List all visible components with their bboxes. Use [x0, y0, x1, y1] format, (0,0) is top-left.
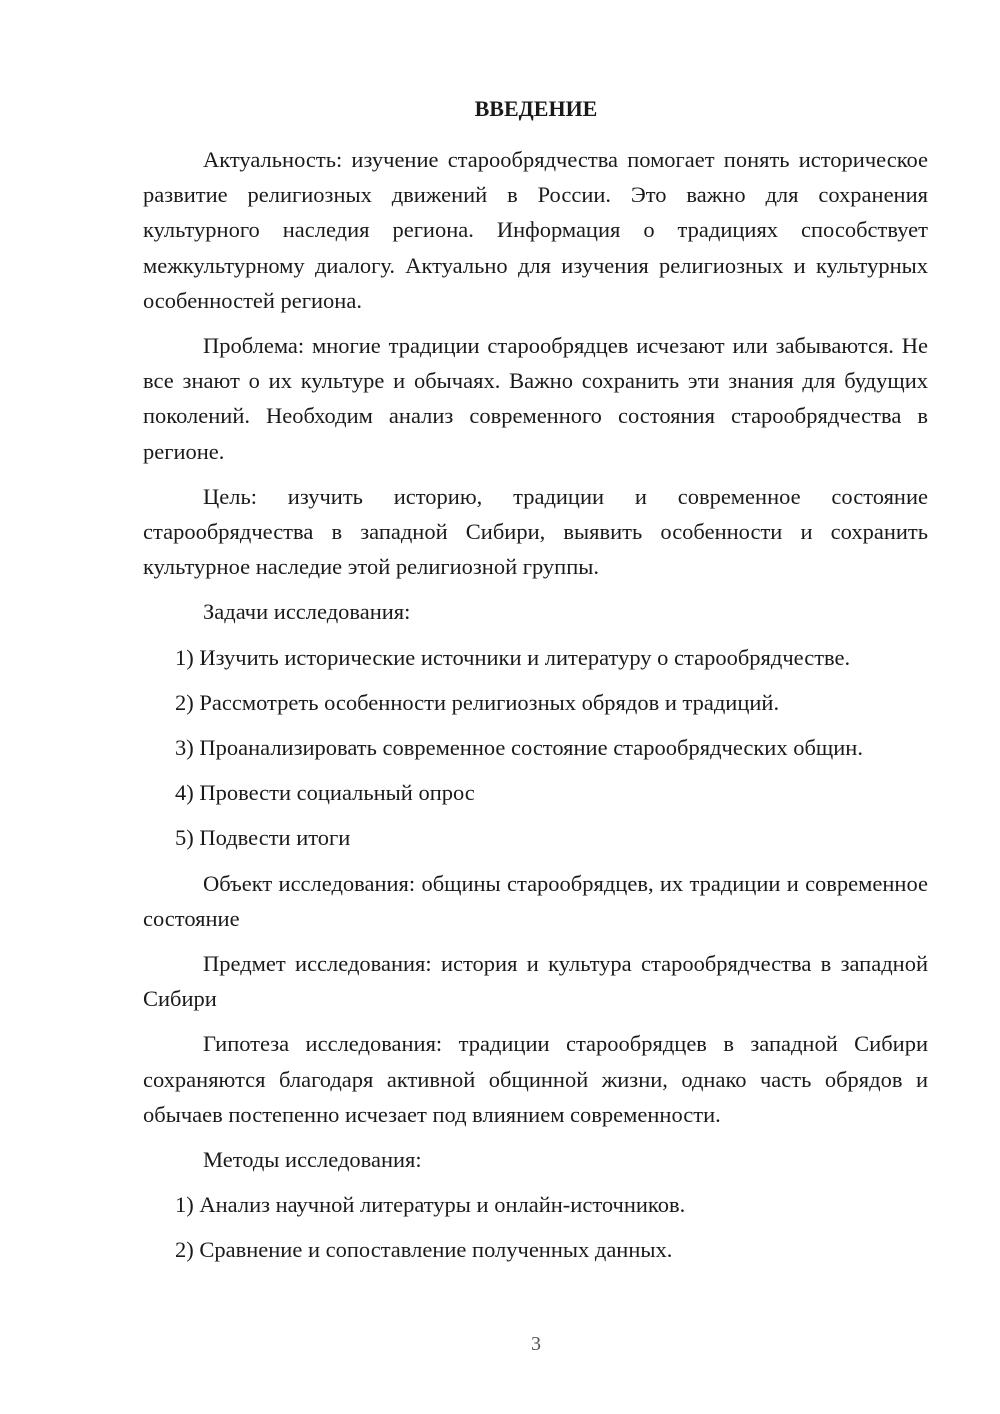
paragraph-hypothesis: Гипотеза исследования: традиции старообрядцев в западной Сибири сохраняются благодаря активной общинной жизни, однако часть обрядов и обычаев постепенно исчезает под влиянием современности.: [143, 1031, 928, 1127]
paragraph-problem: Проблема: многие традиции старообрядцев исчезают или забываются. Не все знают о их культуре и обычаях. Важно сохранить эти знания для будущих поколений. Необходим анализ современного состояния старообрядчества в регионе.: [143, 333, 928, 464]
method-item: 2) Сравнение и сопоставление полученных данных.: [175, 1237, 673, 1263]
paragraph-subject: Предмет исследования: история и культура старообрядчества в западной Сибири: [143, 951, 928, 1012]
methods-heading: Методы исследования:: [203, 1147, 422, 1173]
paragraph-goal: Цель: изучить историю, традиции и современное состояние старообрядчества в западной Сибири, выявить особенности и сохранить культурное наследие этой религиозной группы.: [143, 483, 928, 580]
document-body: [143, 142, 928, 1278]
tasks-heading: Задачи исследования:: [203, 599, 411, 625]
task-item: 2) Рассмотреть особенности религиозных обрядов и традиций.: [175, 689, 780, 715]
paragraph-relevance: Актуальность: изучение старообрядчества помогает понять историческое развитие религиозных движений в России. Это важно для сохранения культурного наследия региона. Информация о традициях способствует межкультурному диалогу. Актуально для изучения религиозных и культурных особенностей региона.: [143, 147, 928, 313]
task-item: 1) Изучить исторические источники и литературу о старообрядчестве.: [175, 644, 851, 670]
paragraph-object: Объект исследования: общины старообрядцев, их традиции и современное состояние: [143, 870, 928, 931]
task-item: 5) Подвести итоги: [175, 825, 351, 851]
task-item: 4) Провести социальный опрос: [175, 780, 475, 806]
page-title: ВВЕДЕНИЕ: [474, 96, 598, 121]
task-item: 3) Проанализировать современное состояние старообрядческих общин.: [175, 735, 863, 761]
method-item: 1) Анализ научной литературы и онлайн-источников.: [175, 1192, 686, 1218]
page-number: 3: [531, 1333, 541, 1355]
